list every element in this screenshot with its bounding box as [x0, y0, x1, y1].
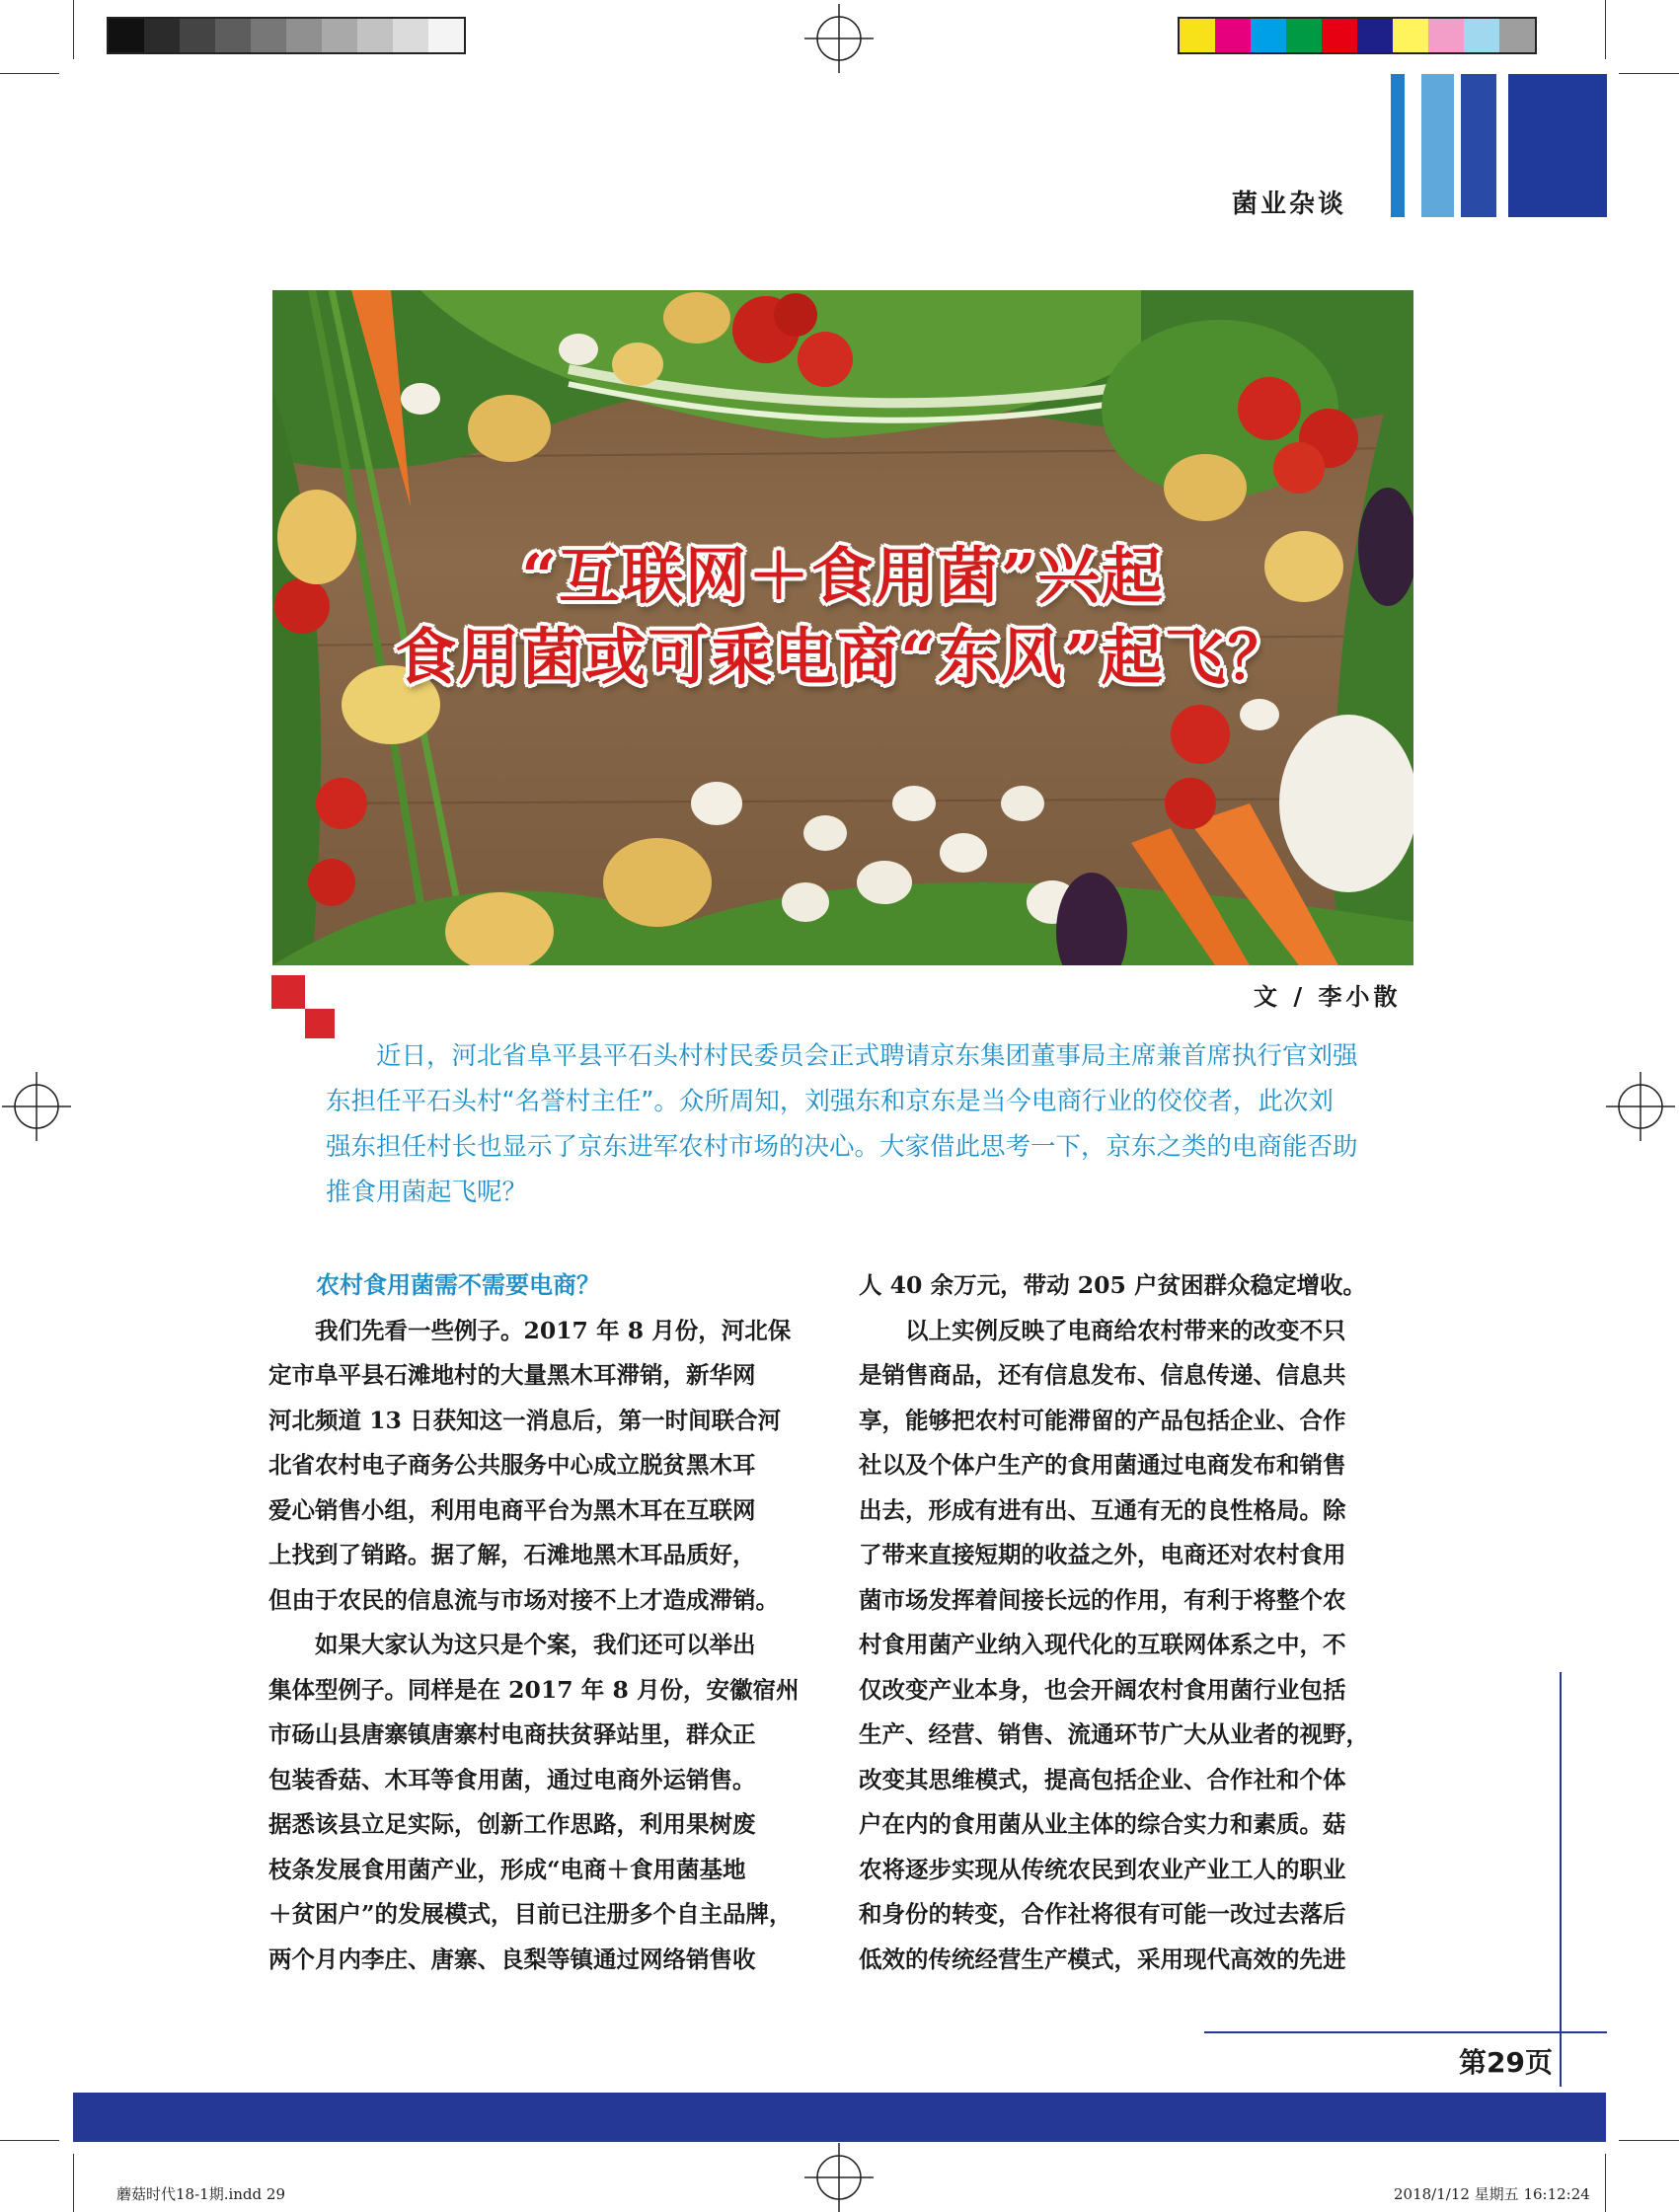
author-byline: 文 / 李小散: [1254, 982, 1402, 1011]
body-line: 农将逐步实现从传统农民到农业产业工人的职业: [859, 1855, 1346, 1883]
body-line: 户在内的食用菌从业主体的综合实力和素质。菇: [859, 1810, 1346, 1838]
calibration-swatch: [1215, 19, 1251, 52]
calibration-swatch: [1357, 19, 1393, 52]
body-line: 人 40 余万元，带动 205 户贫困群众稳定增收。: [859, 1271, 1366, 1299]
body-line: 是销售商品，还有信息发布、信息传递、信息共: [859, 1361, 1346, 1389]
body-line: 享，能够把农村可能滞留的产品包括企业、合作: [859, 1406, 1346, 1434]
body-line: 低效的传统经营生产模式，采用现代高效的先进: [859, 1945, 1346, 1973]
body-line: 据悉该县立足实际，创新工作思路，利用果树废: [268, 1810, 756, 1838]
body-line: 上找到了销路。据了解，石滩地黑木耳品质好，: [268, 1541, 756, 1568]
calibration-swatch: [1393, 19, 1428, 52]
body-line: 包装香菇、木耳等食用菌，通过电商外运销售。: [268, 1765, 756, 1793]
body-line: 但由于农民的信息流与市场对接不上才造成滞销。: [268, 1585, 779, 1614]
lead-line: 推食用菌起飞呢？: [326, 1178, 528, 1207]
crop-mark: [73, 0, 74, 59]
lead-line: 强东担任村长也显示了京东进军农村市场的决心。大家借此思考一下，京东之类的电商能否助: [326, 1132, 1358, 1162]
footer-bar: [73, 2093, 1606, 2142]
section-subheading: 农村食用菌需不需要电商？: [268, 1271, 600, 1299]
body-line: 爱心销售小组，利用电商平台为黑木耳在互联网: [268, 1495, 756, 1524]
calibration-swatch: [1428, 19, 1464, 52]
crop-mark: [0, 2140, 59, 2141]
body-column-left: [268, 1263, 821, 1982]
body-line: 仅改变产业本身，也会开阔农村食用菌行业包括: [859, 1675, 1346, 1704]
calibration-swatch: [357, 19, 393, 52]
registration-mark: [804, 4, 874, 73]
calibration-swatch: [1251, 19, 1286, 52]
body-line: 出去，形成有进有出、互通有无的良性格局。除: [859, 1495, 1346, 1524]
crop-mark: [1619, 73, 1679, 74]
calibration-swatch: [215, 19, 251, 52]
body-line: 改变其思维模式，提高包括企业、合作社和个体: [859, 1765, 1346, 1793]
decorative-rule: [1560, 1672, 1562, 2087]
calibration-swatch: [180, 19, 215, 52]
section-label: 菌业杂谈: [1232, 190, 1347, 219]
body-line: 两个月内李庄、唐寨、良梨等镇通过网络销售收: [268, 1945, 756, 1973]
calibration-swatch: [1286, 19, 1322, 52]
calibration-swatch: [322, 19, 357, 52]
header-stripe: [1508, 74, 1607, 217]
lead-line: 东担任平石头村“名誉村主任”。众所周知，刘强东和京东是当今电商行业的佼佼者，此次刘: [326, 1087, 1334, 1116]
crop-mark: [1619, 2140, 1679, 2141]
hero-image: [272, 290, 1413, 965]
body-line: 了带来直接短期的收益之外，电商还对农村食用: [859, 1541, 1346, 1568]
calibration-swatch: [109, 19, 144, 52]
hero-title-line2: 食用菌或可乘电商“东风”起飞？: [395, 621, 1291, 693]
body-line: 北省农村电子商务公共服务中心成立脱贫黑木耳: [268, 1451, 756, 1479]
body-line: 社以及个体户生产的食用菌通过电商发布和销售: [859, 1451, 1346, 1479]
body-line: 村食用菌产业纳入现代化的互联网体系之中，不: [859, 1631, 1346, 1658]
calibration-swatch: [428, 19, 464, 52]
body-line: 集体型例子。同样是在 2017 年 8 月份，安徽宿州: [268, 1675, 800, 1704]
calibration-swatch: [393, 19, 428, 52]
registration-mark: [1606, 1072, 1675, 1141]
hero-title-line1: “互联网＋食用菌”兴起: [521, 540, 1165, 612]
body-line: 市砀山县唐寨镇唐寨村电商扶贫驿站里，群众正: [268, 1720, 756, 1748]
slug-timestamp: 2018/1/12 星期五 16:12:24: [1394, 2185, 1590, 2203]
body-line: 如果大家认为这只是个案，我们还可以举出: [268, 1631, 756, 1658]
body-line: 和身份的转变，合作社将很有可能一改过去落后: [859, 1900, 1346, 1928]
calibration-swatch: [1180, 19, 1215, 52]
body-line: 生产、经营、销售、流通环节广大从业者的视野，: [859, 1720, 1369, 1748]
crop-mark: [0, 73, 59, 74]
calibration-swatch: [1499, 19, 1535, 52]
header-stripe: [1421, 74, 1454, 217]
registration-mark: [2, 1072, 71, 1141]
header-stripe: [1461, 74, 1496, 217]
body-line: 以上实例反映了电商给农村带来的改变不只: [859, 1316, 1346, 1344]
body-line: ＋贫困户”的发展模式，目前已注册多个自主品牌，: [268, 1900, 793, 1928]
calibration-swatch: [1464, 19, 1499, 52]
grayscale-calibration-bar: [107, 17, 466, 54]
page-number: 第29页: [1459, 2046, 1553, 2079]
crop-mark: [1605, 0, 1606, 59]
body-line: 枝条发展食用菌产业，形成“电商＋食用菌基地: [268, 1855, 746, 1883]
decorative-rule: [1204, 2031, 1607, 2033]
crop-mark: [1605, 2154, 1606, 2212]
calibration-swatch: [251, 19, 286, 52]
calibration-swatch: [286, 19, 322, 52]
crop-mark: [73, 2154, 74, 2212]
body-line: 菌市场发挥着间接长远的作用，有利于将整个农: [859, 1585, 1346, 1614]
slug-file-info: 蘑菇时代18-1期.indd 29: [116, 2185, 285, 2203]
calibration-swatch: [144, 19, 180, 52]
lead-paragraph: [326, 1033, 1382, 1215]
body-line: 我们先看一些例子。2017 年 8 月份，河北保: [268, 1316, 792, 1344]
body-line: 河北频道 13 日获知这一消息后，第一时间联合河: [268, 1406, 782, 1434]
body-column-right: [859, 1263, 1412, 1982]
color-calibration-bar: [1178, 17, 1537, 54]
calibration-swatch: [1322, 19, 1357, 52]
body-line: 定市阜平县石滩地村的大量黑木耳滞销，新华网: [268, 1361, 756, 1389]
header-stripe: [1391, 74, 1405, 217]
decorative-square: [271, 975, 305, 1009]
lead-line: 近日，河北省阜平县平石头村村民委员会正式聘请京东集团董事局主席兼首席执行官刘强: [326, 1041, 1358, 1071]
registration-mark: [804, 2143, 874, 2212]
